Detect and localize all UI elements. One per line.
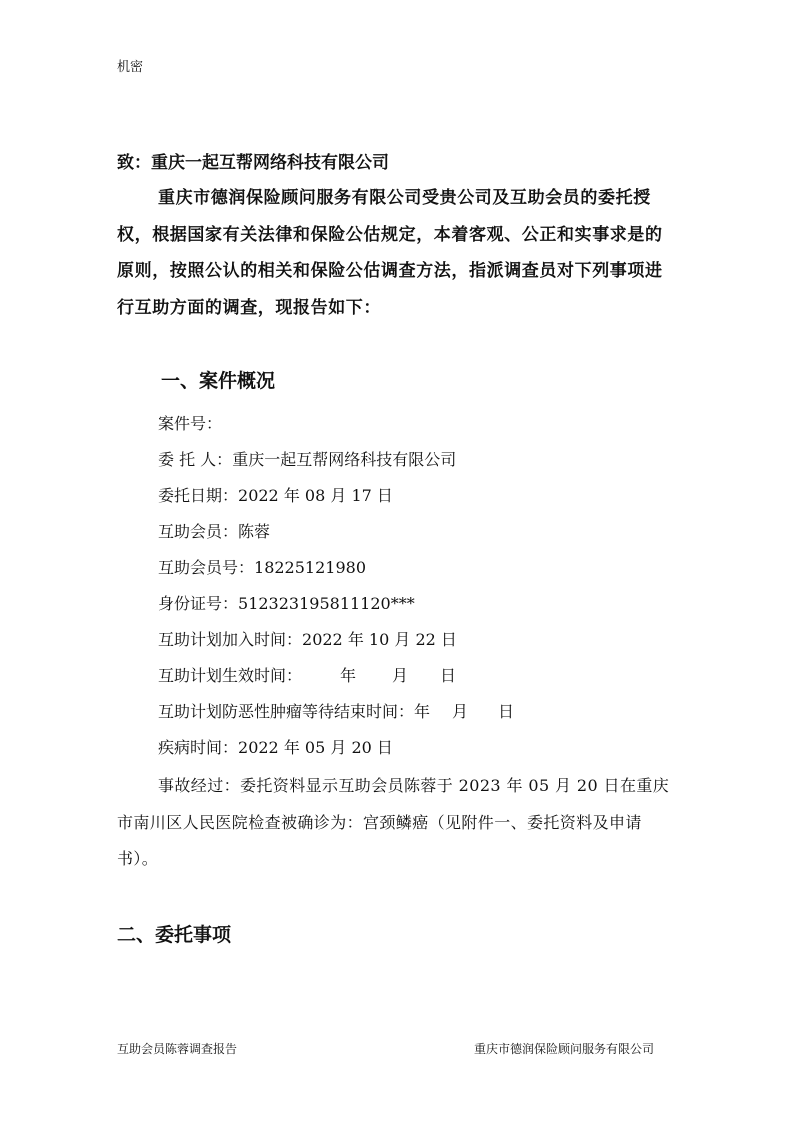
commission-date-label: 委托日期： [158, 486, 239, 505]
illness-time-row [158, 732, 514, 768]
commission-date-row [158, 480, 514, 516]
member-number-value: 18225121980 [254, 558, 366, 577]
join-time-label: 互助计划加入时间： [158, 630, 303, 649]
client-value: 重庆一起互帮网络科技有限公司 [232, 450, 457, 469]
section-heading-case-overview: 一、案件概况 [161, 370, 276, 392]
effective-time-month: 月 [392, 666, 409, 685]
waiting-end-day: 日 [498, 702, 515, 721]
effective-time-row [158, 660, 514, 696]
addressee-line: 致：重庆一起互帮网络科技有限公司 [117, 153, 389, 173]
id-number-row [158, 588, 514, 624]
footer-company-name: 重庆市德润保险顾问服务有限公司 [474, 1042, 655, 1056]
waiting-end-row [158, 696, 514, 732]
join-time-value: 2022 年 10 月 22 日 [302, 630, 457, 649]
member-value: 陈蓉 [238, 522, 271, 541]
client-row [158, 444, 514, 480]
accident-description: 事故经过：委托资料显示互助会员陈蓉于 2023 年 05 月 20 日在重庆市南川区人民医院检查被确诊为：宫颈鳞癌（见附件一、委托资料及申请书）。 [117, 776, 670, 868]
effective-time-day: 日 [440, 666, 457, 685]
case-number-label: 案件号： [158, 414, 223, 433]
member-label: 互助会员： [158, 522, 239, 541]
waiting-end-year: 年 [414, 702, 431, 721]
effective-time-year: 年 [340, 666, 357, 685]
case-number-row [158, 408, 514, 444]
member-number-label: 互助会员号： [158, 558, 255, 577]
waiting-end-month: 月 [452, 702, 469, 721]
join-time-row [158, 624, 514, 660]
id-number-label: 身份证号： [158, 594, 239, 613]
waiting-end-label: 互助计划防恶性肿瘤等待结束时间： [158, 702, 415, 721]
id-number-value: 512323195811120*** [238, 594, 415, 613]
confidential-label: 机密 [117, 60, 144, 75]
effective-time-label: 互助计划生效时间： [158, 666, 303, 685]
intro-paragraph: 重庆市德润保险顾问服务有限公司受贵公司及互助会员的委托授权，根据国家有关法律和保险公估规定，本着客观、公正和实事求是的原则，按照公认的相关和保险公估调查方法，指派调查员对下列事项进行互助方面的调查，现报告如下： [117, 188, 663, 318]
member-row [158, 516, 514, 552]
commission-date-value: 2022 年 08 月 17 日 [238, 486, 393, 505]
illness-time-value: 2022 年 05 月 20 日 [238, 738, 393, 757]
client-label: 委 托 人： [158, 450, 233, 469]
case-info-list [158, 408, 514, 768]
footer-report-title: 互助会员陈蓉调查报告 [117, 1042, 238, 1056]
member-number-row [158, 552, 514, 588]
section-heading-commission-matters: 二、委托事项 [117, 924, 232, 946]
illness-time-label: 疾病时间： [158, 738, 239, 757]
